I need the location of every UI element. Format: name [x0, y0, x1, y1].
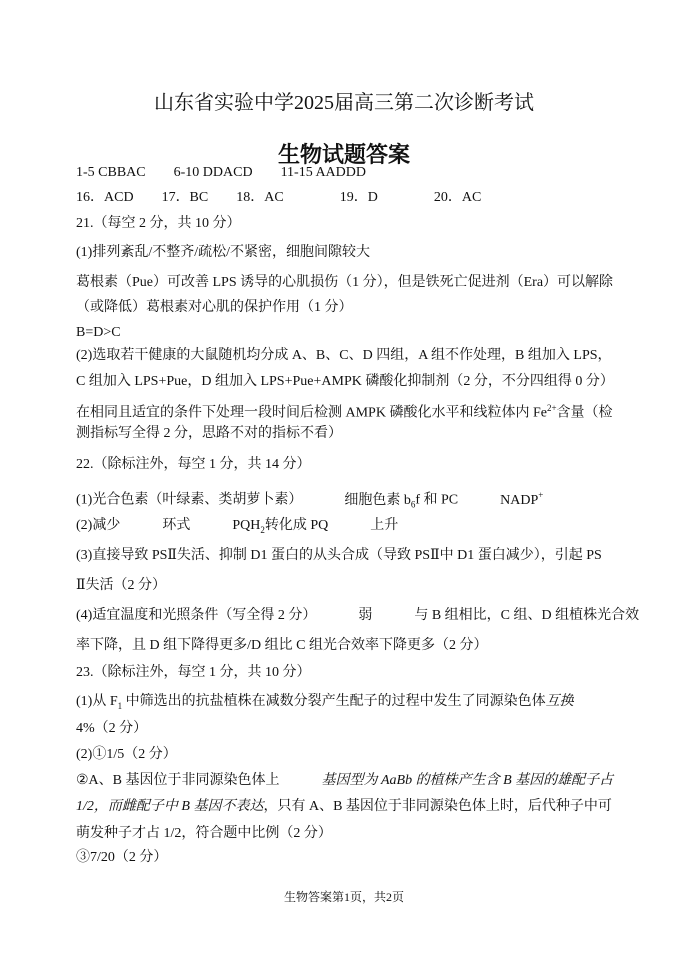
q23-line: 4%（2 分） [76, 721, 148, 736]
subscript: 2 [260, 524, 265, 535]
q23-line: ③7/20（2 分） [76, 850, 168, 865]
mc-6-10: 6-10 DDACD [173, 165, 253, 180]
italic-text: 1/2，而雌配子中 B 基因不表达 [76, 799, 264, 814]
exam-title: 山东省实验中学2025届高三第二次诊断考试 [154, 92, 534, 114]
text: 细胞色素 b [344, 492, 411, 508]
answer-18: 18．AC [236, 190, 284, 205]
q21-line [76, 399, 613, 423]
q23-line [76, 693, 574, 715]
q22-line [76, 607, 639, 625]
answer-20: 20．AC [433, 190, 482, 205]
multi-answers [76, 189, 481, 207]
text: 中筛选出的抗盐植株在减数分裂产生配子的过程中发生了同源染色体 [122, 694, 546, 709]
text: 转化成 PQ [264, 518, 329, 533]
text: (1)光合色素（叶绿素、类胡萝卜素） [76, 492, 303, 508]
answer-16: 16．ACD [76, 190, 134, 205]
text: 与 B 组相比，C 组、D 组植株光合效 [414, 608, 640, 623]
text: (4)适宜温度和光照条件（写全得 2 分） [76, 608, 317, 623]
mc-1-5: 1-5 CBBAC [76, 165, 146, 180]
q21-line: (1)排列紊乱/不整齐/疏松/不紧密，细胞间隙较大 [76, 245, 370, 260]
q22-line: 率下降，且 D 组下降得更多/D 组比 C 组光合效率下降更多（2 分） [76, 638, 488, 653]
text: 在相同且适宜的条件下处理一段时间后检测 AMPK 磷酸化水平和线粒体内 Fe [76, 405, 547, 421]
q22-line [76, 486, 543, 513]
text: (1)从 F [76, 694, 118, 709]
q22-line: Ⅱ失活（2 分） [76, 578, 167, 593]
text: ②A、B 基因位于非同源染色体上 [76, 773, 280, 788]
italic-text: 基因型为 AaBb 的植株产生含 B 基因的雄配子占 [321, 773, 614, 788]
q22-line [76, 517, 398, 539]
text: 弱 [358, 608, 373, 623]
subscript: 1 [117, 700, 123, 711]
text: (2)减少 [76, 518, 121, 533]
text: 上升 [370, 518, 399, 533]
answer-subtitle: 生物试题答案 [277, 143, 410, 168]
q21-line: 葛根素（Pue）可改善 LPS 诱导的心肌损伤（1 分），但是铁死亡促进剂（Era）可以解除 [76, 275, 614, 290]
q23-heading: 23.（除标注外，每空 1 分，共 10 分） [76, 665, 311, 680]
q21-line: 测指标写全得 2 分，思路不对的指标不看） [76, 426, 342, 441]
text: NADP [500, 492, 539, 508]
page-footer: 生物答案第1页，共2页 [283, 890, 404, 904]
subscript: 6 [410, 499, 416, 510]
q21-heading: 21.（每空 2 分，共 10 分） [76, 216, 241, 231]
q21-line: B=D>C [76, 325, 121, 340]
mc-answers [76, 164, 366, 182]
answer-17: 17．BC [161, 190, 209, 205]
superscript: 2+ [546, 403, 557, 413]
q22-heading: 22.（除标注外，每空 1 分，共 14 分） [76, 457, 311, 472]
superscript: + [538, 490, 544, 500]
text: f 和 PC [415, 492, 459, 508]
q23-line: (2)①1/5（2 分） [76, 747, 177, 762]
text: 含量（检 [556, 405, 613, 421]
q21-line: (2)选取若干健康的大鼠随机均分成 A、B、C、D 四组，A 组不作处理，B 组加入 LPS， [76, 348, 612, 363]
mc-11-15: 11-15 AADDD [280, 165, 366, 180]
q21-line: C 组加入 LPS+Pue，D 组加入 LPS+Pue+AMPK 磷酸化抑制剂（2 分，不分四组得 0 分） [76, 374, 614, 389]
italic-text: 互换 [545, 694, 574, 709]
q23-line [76, 772, 613, 790]
text: PQH [232, 518, 261, 533]
q23-line [76, 798, 612, 816]
q22-line: (3)直接导致 PSⅡ失活、抑制 D1 蛋白的从头合成（导致 PSⅡ中 D1 蛋白减少），引起 PS [76, 548, 602, 563]
q23-line: 萌发种子才占 1/2，符合题中比例（2 分） [76, 826, 332, 841]
q21-line: （或降低）葛根素对心肌的保护作用（1 分） [76, 300, 353, 315]
answer-19: 19．D [339, 190, 378, 205]
text: ，只有 A、B 基因位于非同源染色体上时，后代种子中可 [263, 799, 612, 814]
text: 环式 [162, 518, 191, 533]
